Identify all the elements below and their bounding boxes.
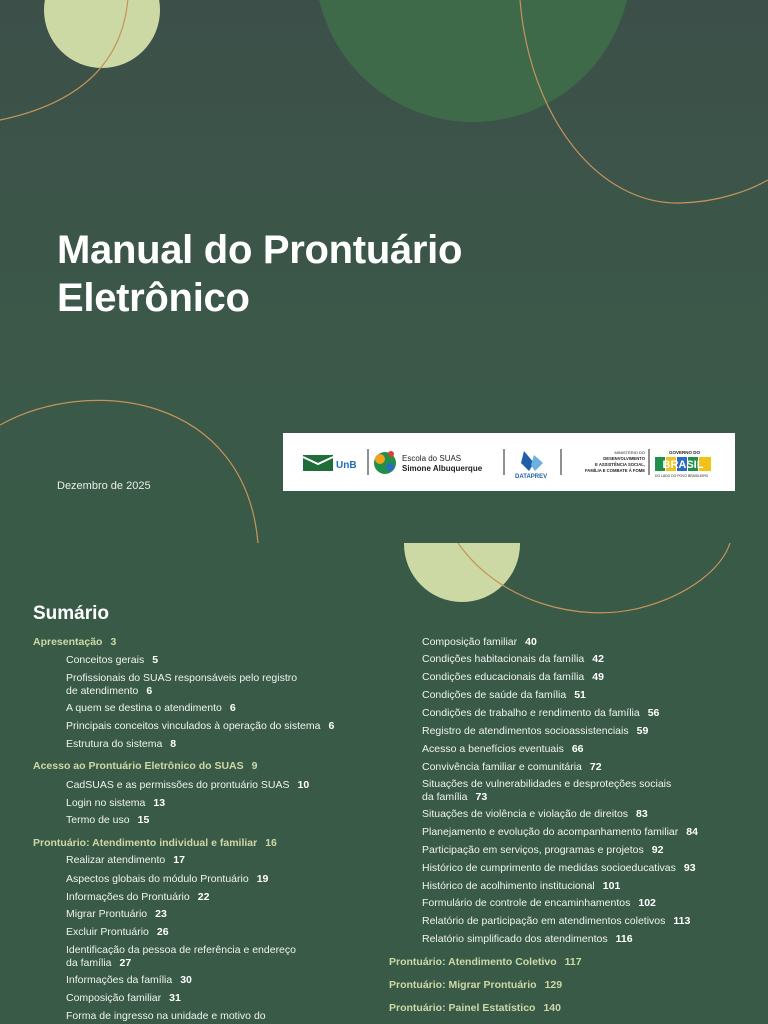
toc-page-number: 66 — [571, 743, 584, 755]
toc-entry-title: Condições educacionais da família — [422, 671, 585, 683]
toc-entry-title: Condições de saúde da família — [422, 689, 567, 701]
toc-page-number: 27 — [119, 957, 132, 969]
ministerio-line-3: E ASSISTÊNCIA SOCIAL, — [595, 462, 645, 467]
toc-heading: Sumário — [33, 603, 110, 624]
toc-section-entry[interactable] — [389, 1002, 561, 1015]
toc-entry-title: Histórico de acolhimento institucional — [422, 880, 595, 892]
toc-entry[interactable] — [66, 944, 296, 970]
toc-page-number: 30 — [180, 974, 192, 986]
toc-entry-title: Identificação da pessoa de referência e endereço — [66, 944, 296, 956]
toc-entry[interactable] — [66, 992, 181, 1005]
toc-entry[interactable] — [422, 808, 648, 821]
toc-page-number: 83 — [636, 808, 648, 820]
toc-page-number: 16 — [265, 837, 277, 849]
toc-entry-title: Apresentação — [33, 636, 103, 648]
toc-page-number: 5 — [152, 654, 159, 666]
toc-entry-title: Acesso a benefícios eventuais — [422, 743, 564, 755]
toc-entry-title: Condições de trabalho e rendimento da família — [422, 707, 640, 719]
toc-page-number: 8 — [170, 738, 177, 750]
toc-entry-title: Informações da família — [66, 974, 173, 986]
toc-entry[interactable] — [422, 897, 656, 910]
toc-entry[interactable] — [66, 908, 167, 921]
toc-entry-title: Realizar atendimento — [66, 854, 166, 866]
toc-page-number: 23 — [155, 908, 167, 920]
governo-brasil-logo — [655, 450, 711, 478]
toc-entry[interactable] — [422, 844, 663, 857]
toc-page-number: 26 — [156, 926, 169, 938]
toc-entry[interactable] — [66, 654, 158, 667]
toc-entry[interactable] — [66, 814, 149, 827]
title-line-1: Manual do Prontuário — [57, 228, 463, 272]
toc-entry-title: Condições habitacionais da família — [422, 653, 585, 665]
toc-entry-title: Termo de uso — [66, 814, 130, 826]
toc-section-entry[interactable] — [33, 837, 277, 850]
toc-page-number: 113 — [673, 915, 691, 927]
ministerio-logo — [585, 450, 646, 473]
toc-entry[interactable] — [422, 880, 620, 893]
toc-page-number: 6 — [229, 702, 236, 714]
toc-entry-title: Excluir Prontuário — [66, 926, 149, 938]
toc-page-number: 6 — [328, 720, 335, 732]
toc-entry[interactable] — [422, 862, 696, 875]
toc-entry[interactable] — [66, 672, 297, 698]
toc-entry-title: Profissionais do SUAS responsáveis pelo registro — [66, 672, 298, 684]
toc-entry[interactable] — [66, 702, 236, 715]
toc-entry-title: Convivência familiar e comunitária — [422, 761, 582, 773]
governo-line-3: DO LADO DO POVO BRASILEIRO — [655, 474, 709, 478]
title-line-2: Eletrônico — [57, 276, 250, 320]
toc-entry-title-continued: de atendimento — [66, 685, 139, 697]
toc-page-number: 116 — [615, 933, 633, 945]
toc-entry[interactable] — [422, 636, 537, 649]
unb-logo-text: UnB — [336, 460, 357, 471]
toc-entry-title: Informações do Prontuário — [66, 891, 190, 903]
toc-entry[interactable] — [66, 873, 268, 886]
dataprev-logo — [515, 451, 547, 480]
toc-entry[interactable] — [66, 926, 169, 939]
toc-entry-title: Planejamento e evolução do acompanhamento familiar — [422, 826, 679, 838]
toc-page-number: 42 — [592, 653, 604, 665]
toc-entry-title: Participação em serviços, programas e projetos — [422, 844, 644, 856]
toc-entry[interactable] — [422, 778, 671, 804]
toc-entry-title: Acesso ao Prontuário Eletrônico do SUAS — [33, 760, 244, 772]
toc-entry-title: A quem se destina o atendimento — [66, 702, 222, 714]
toc-entry-title: Prontuário: Atendimento Coletivo — [389, 956, 557, 968]
toc-entry[interactable] — [422, 689, 586, 702]
toc-entry[interactable] — [66, 738, 176, 751]
toc-entry-title: Relatório simplificado dos atendimentos — [422, 933, 608, 945]
light-circle-decoration — [44, 0, 160, 68]
toc-page-number: 40 — [525, 636, 537, 648]
toc-entry-title: Login no sistema — [66, 797, 146, 809]
toc-page-number: 49 — [592, 671, 604, 683]
toc-entry[interactable] — [66, 720, 334, 733]
escola-suas-line-2: Simone Albuquerque — [402, 464, 483, 473]
partner-logos — [283, 433, 735, 491]
toc-section-entry[interactable] — [33, 636, 116, 649]
toc-page-number: 31 — [169, 992, 181, 1004]
toc-page-number: 59 — [636, 725, 649, 737]
toc-page-number: 10 — [297, 779, 310, 791]
toc-page-number: 93 — [683, 862, 696, 874]
arc-decoration — [0, 400, 258, 543]
escola-suas-line-1: Escola do SUAS — [402, 454, 462, 463]
toc-page-number: 102 — [638, 897, 656, 909]
toc-entry-title: Situações de violência e violação de direitos — [422, 808, 629, 820]
toc-entry[interactable] — [422, 915, 690, 928]
governo-line-1: GOVERNO DO — [669, 450, 701, 455]
toc-entry-title: Conceitos gerais — [66, 654, 145, 666]
toc-page-number: 17 — [173, 854, 185, 866]
toc-entry-title: Situações de vulnerabilidades e desproteções sociais — [422, 778, 672, 790]
toc-entry-title: Prontuário: Atendimento individual e familiar — [33, 837, 258, 849]
toc-page-number: 51 — [574, 689, 586, 701]
toc-section-entry[interactable] — [389, 979, 562, 992]
toc-page-number: 22 — [197, 891, 210, 903]
toc-page-number: 73 — [475, 791, 488, 803]
toc-entry-title-continued: da família — [422, 791, 468, 803]
toc-entry-title: Relatório de participação em atendimentos coletivos — [422, 915, 666, 927]
toc-entry-title: Composição familiar — [422, 636, 518, 648]
toc-page-number: 140 — [543, 1002, 561, 1014]
dark-circle-decoration — [315, 0, 631, 122]
toc-entry-title: Migrar Prontuário — [66, 908, 148, 920]
toc-entry[interactable] — [422, 671, 604, 684]
toc-section-entry[interactable] — [33, 760, 257, 773]
toc-page-number: 9 — [251, 760, 258, 772]
toc-page-number: 56 — [647, 707, 660, 719]
toc-entry[interactable] — [422, 826, 698, 839]
toc-entry-title: Prontuário: Migrar Prontuário — [389, 979, 537, 991]
toc-entry[interactable] — [66, 891, 209, 904]
toc-page-number: 15 — [137, 814, 150, 826]
toc-page-number: 117 — [564, 956, 582, 968]
toc-entry-title: CadSUAS e as permissões do prontuário SUAS — [66, 779, 290, 791]
toc-entry[interactable] — [422, 653, 604, 666]
toc-entry-title: Formulário de controle de encaminhamentos — [422, 897, 631, 909]
document-title — [57, 226, 462, 322]
partner-logos-strip — [283, 433, 735, 491]
toc-entry[interactable] — [66, 779, 309, 792]
toc-entry-title: Composição familiar — [66, 992, 162, 1004]
publication-date: Dezembro de 2025 — [57, 480, 151, 492]
toc-entry[interactable] — [66, 797, 165, 810]
table-of-contents — [0, 543, 768, 1024]
toc-entry[interactable] — [422, 725, 648, 738]
toc-entry-title: Histórico de cumprimento de medidas socioeducativas — [422, 862, 676, 874]
light-circle-decoration — [404, 543, 520, 602]
ministerio-line-2: DESENVOLVIMENTO — [603, 456, 645, 461]
toc-entry[interactable] — [422, 761, 602, 774]
toc-entry-title: Principais conceitos vinculados à operação do sistema — [66, 720, 321, 732]
toc-page-number: 92 — [651, 844, 664, 856]
toc-entry[interactable] — [422, 707, 659, 720]
toc-entry[interactable] — [422, 933, 633, 946]
toc-entry[interactable] — [66, 1010, 274, 1023]
toc-page-number: 101 — [602, 880, 621, 892]
toc-entry-title-continued: da família — [66, 957, 112, 969]
toc-entry[interactable] — [422, 743, 584, 756]
unb-logo — [303, 455, 357, 471]
toc-entry[interactable] — [66, 854, 185, 867]
ministerio-line-1: MINISTÉRIO DO — [614, 450, 645, 455]
toc-entry-title: Aspectos globais do módulo Prontuário — [66, 873, 249, 885]
toc-entry[interactable] — [66, 974, 192, 987]
ministerio-line-4: FAMÍLIA E COMBATE À FOME — [584, 468, 645, 473]
toc-page-number: 129 — [544, 979, 563, 991]
toc-entry-title: Estrutura do sistema — [66, 738, 163, 750]
toc-entry-title: Registro de atendimentos socioassistenciais — [422, 725, 629, 737]
dataprev-logo-text: DATAPREV — [515, 474, 548, 480]
toc-page-number: 19 — [256, 873, 269, 885]
escola-suas-logo — [374, 451, 483, 474]
toc-page-number: 72 — [589, 761, 602, 773]
toc-entry-title: Prontuário: Painel Estatístico — [389, 1002, 536, 1014]
toc-page-number: 84 — [686, 826, 698, 838]
toc-entry-title: Forma de ingresso na unidade e motivo do — [66, 1010, 266, 1022]
toc-page-number: 13 — [153, 797, 166, 809]
governo-line-2: BRASIL — [662, 459, 704, 471]
toc-page-number: 6 — [146, 685, 153, 697]
toc-section-entry[interactable] — [389, 956, 582, 969]
toc-page-number: 3 — [110, 636, 117, 648]
